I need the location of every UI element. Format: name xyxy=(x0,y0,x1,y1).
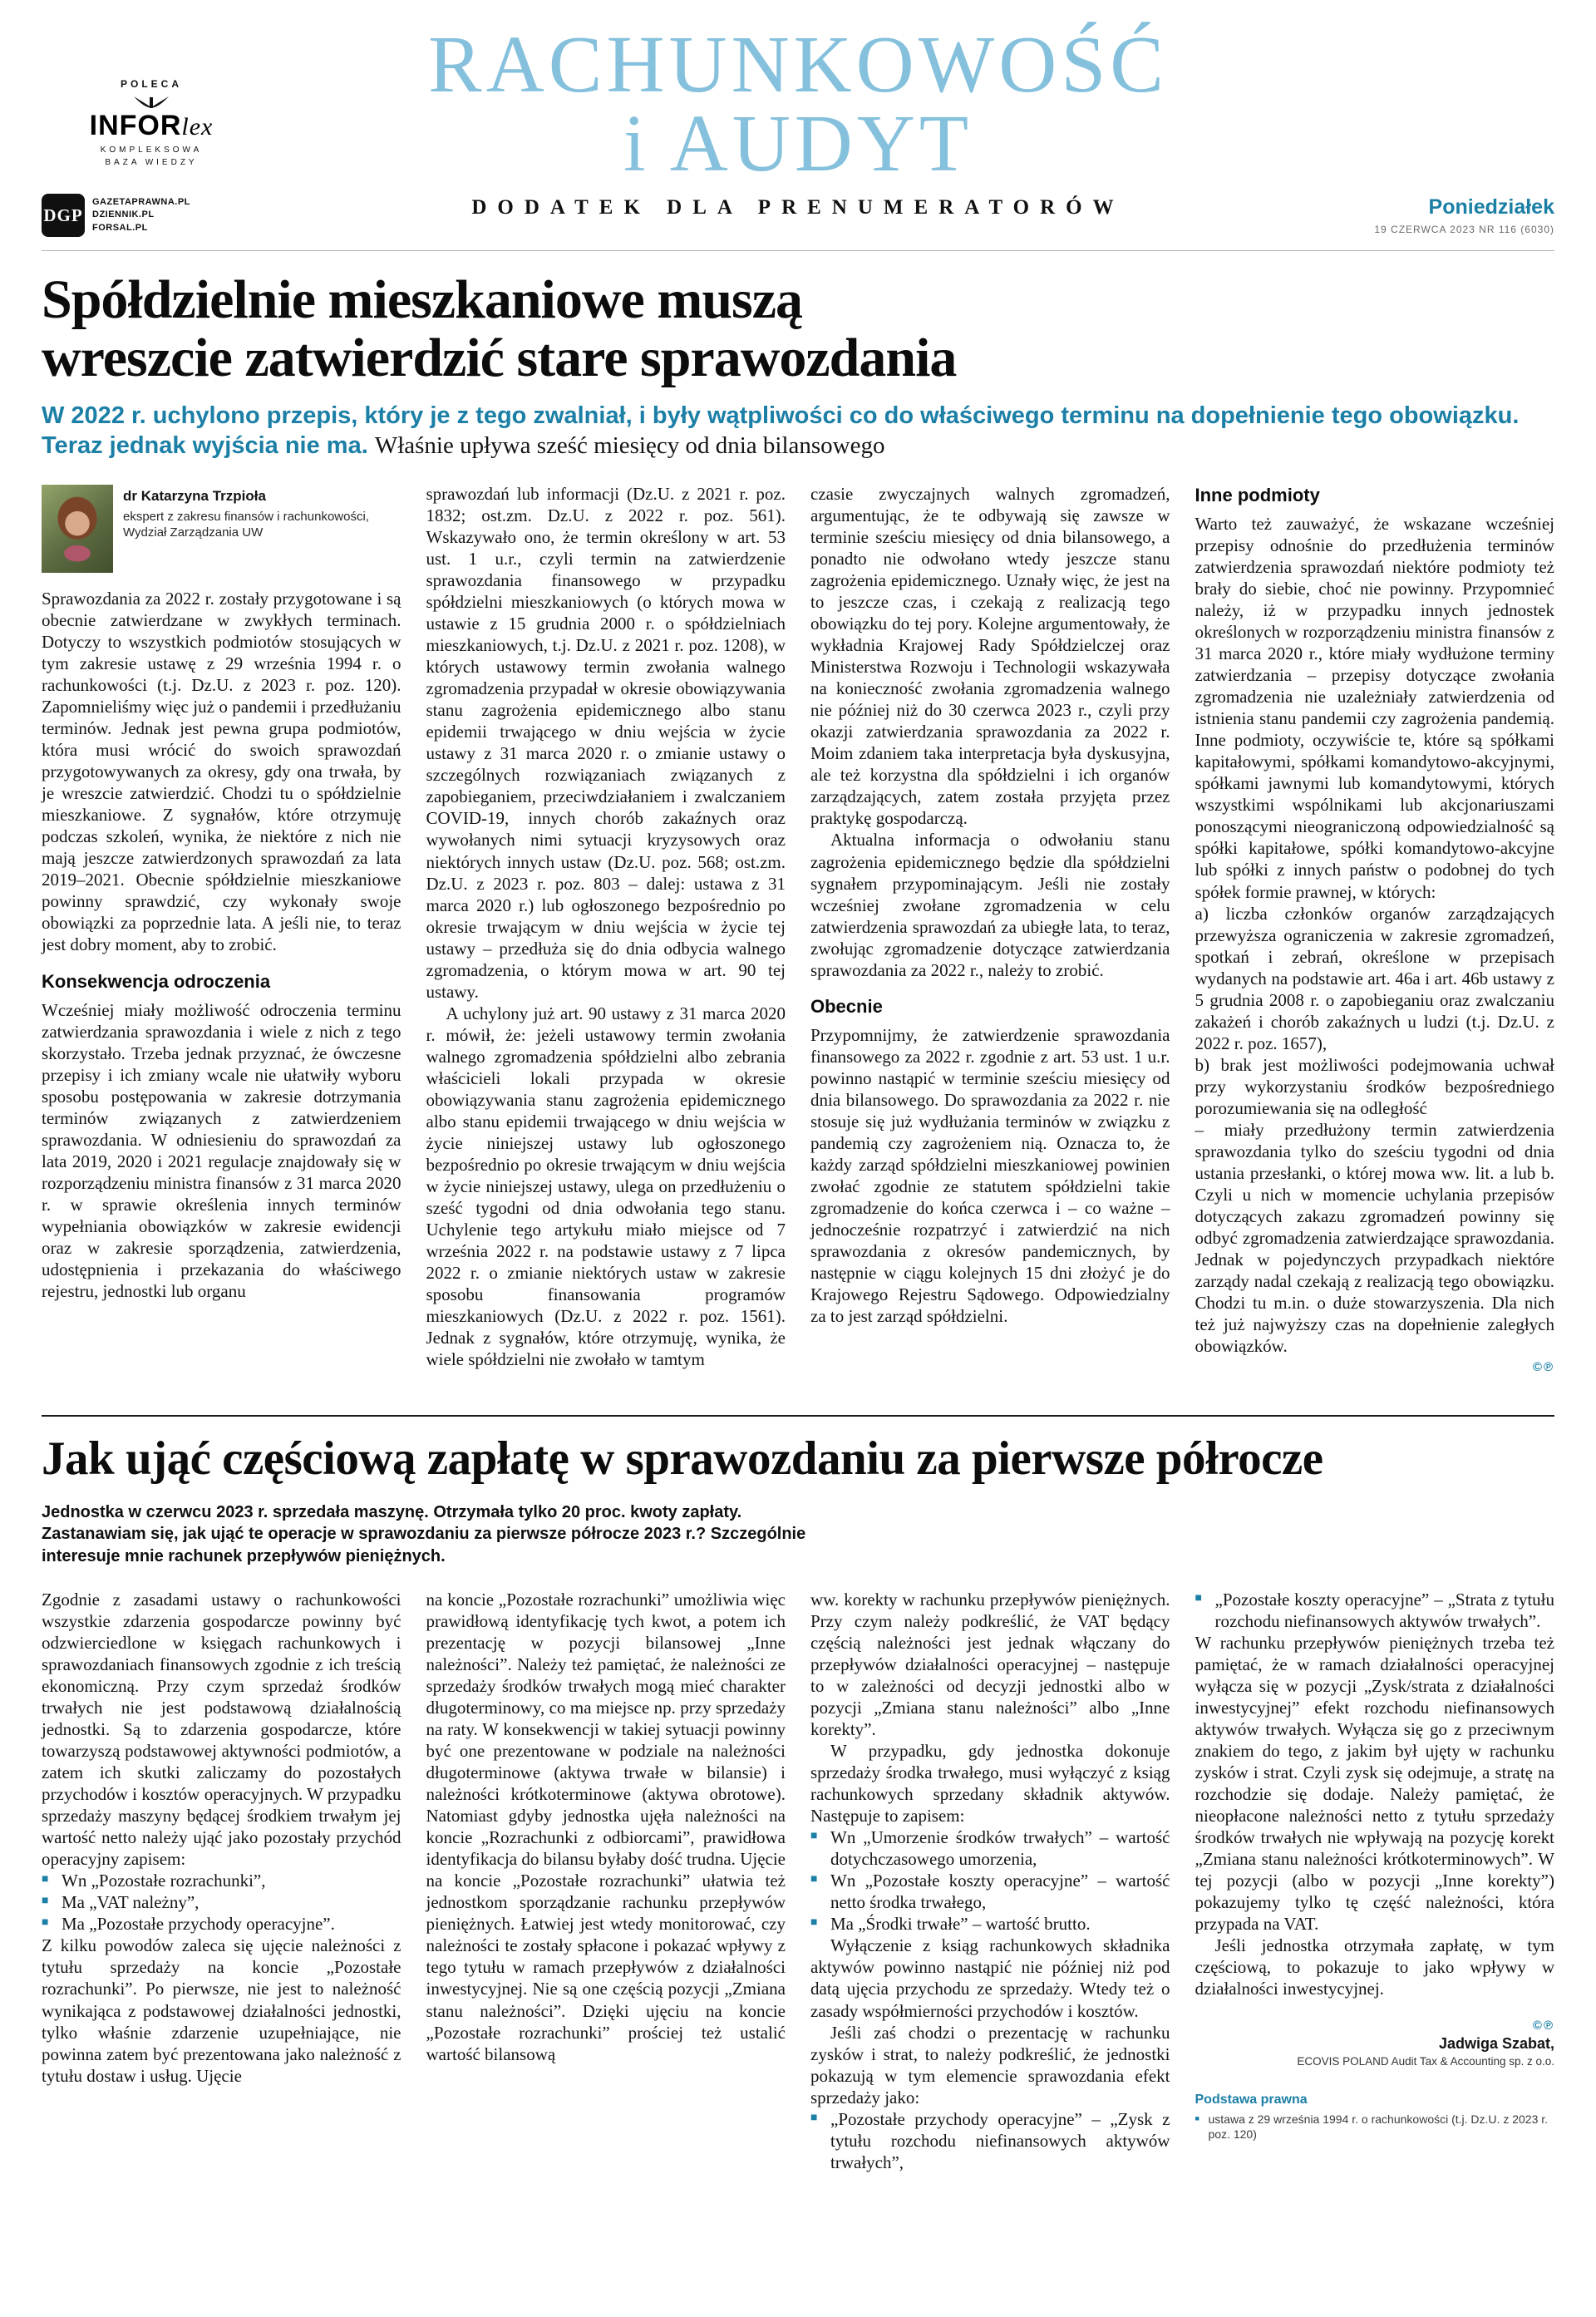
author-description: ekspert z zakresu finansów i rachunkowości, Wydział Zarządzania UW xyxy=(123,509,369,540)
infor-tagline xyxy=(85,144,218,169)
body-paragraph: Zgodnie z zasadami ustawy o rachunkowości wszystkie zdarzenia gospodarcze powinny być odzwierciedlone w księgach rachunkowych i sprawozdaniach finansowych zgodnie z ich treścią ekonomiczną. Przy czym sprzedaż środków trwałych nie jest podstawową działalnością jednostki. Są to zdarzenia gospodarcze, które towarzyszą podstawowej aktywności podmiotów, a zatem ich skutki zaliczamy do pozostałych przychodów i kosztów operacyjnych. W przypadku sprzedaży maszyny będącej środkiem trwałym jej wartość netto należy ująć jako pozostały przychód operacyjny zapisem: xyxy=(42,1589,401,1870)
masthead-date-block xyxy=(1305,23,1554,237)
publication-title-line2: i AUDYT xyxy=(623,99,973,189)
article1-columns xyxy=(42,483,1554,1388)
bullet-item: ■ Ma „Pozostałe przychody operacyjne”. xyxy=(42,1914,335,1935)
issue-date-line: 19 CZERWCA 2023 NR 116 (6030) xyxy=(1374,224,1554,235)
column-subhead: Konsekwencja odroczenia xyxy=(42,970,271,992)
article1-lead-highlight: W 2022 r. uchylono przepis, który je z tego zwalniał, i były wątpliwości co do właściwego terminu na dopełnienie tego obowiązku. Teraz jednak wyjścia nie ma. xyxy=(42,402,1520,460)
article-1 xyxy=(42,271,1554,1388)
dgp-logo-block xyxy=(42,194,291,237)
body-paragraph: sprawozdań lub informacji (Dz.U. z 2021 r. poz. 1832; ost.zm. Dz.U. z 2022 r. poz. 561). Wskazywało ono, że termin określony w art. 53 ust. 1 u.r., czyli termin na zatwierdzenie sprawozdania finansowego w przypadku spółdzielni mieszkaniowych (o których mowa w ustawie z 15 grudnia 2000 r. o spółdzielniach mieszkaniowych, t.j. Dz.U. z 2021 r. poz. 1208), w których ustawowy termin zwołania walnego zgromadzenia przypadał w okresie obowiązywania stanu zagrożenia epidemicznego albo stanu epidemii trwającego w dniu wejścia w życie ustawy z 31 marca 2020 r. o zmianie ustawy o szczególnych rozwiązaniach związanych z zapobieganiem, przeciwdziałaniem i zwalczaniem COVID-19, innych chorób zakaźnych oraz wywołanych nimi sytuacji kryzysowych oraz niektórych innych ustaw (Dz.U. poz. 568; ost.zm. Dz.U. z 2023 r. poz. 803 – dalej: ustawa z 31 marca 2020 r.) lub ogłoszonego bezpośrednio po okresie trwającym w dniu wejścia w życie tej ustawy – przedłuża się do dnia odbycia walnego zgromadzenia, o którym mowa w art. 90 tej ustawy. xyxy=(426,483,786,1002)
bullet-item: ■ Wn „Pozostałe rozrachunki”, xyxy=(42,1871,266,1891)
bullet-item: ■ Wn „Umorzenie środków trwałych” – wartość dotychczasowego umorzenia, xyxy=(810,1827,1170,1870)
body-paragraph: na koncie „Pozostałe rozrachunki” umożliwia więc prawidłową identyfikację tych kwot, a potem ich prezentację w pozycji bilansowej „Inne należności”. Należy też pamiętać, że należności ze sprzedaży środków trwałych mogą mieć charakter długoterminowy, co ma miejsce np. przy sprzedaży na raty. W konsekwencji w takiej sytuacji powinny być one prezentowane w podziale na należności długoterminowe (aktywa trwałe w bilansie) i należności krótkoterminowe (aktywa obrotowe). Natomiast gdyby jednostka ujęła należności na koncie „Rozrachunki z odbiorcami”, prawidłowa identyfikacja do bilansu byłaby dość trudna. Ujęcie na koncie „Pozostałe rozrachunki” ułatwia też jednostkom sporządzanie rachunku przepływów pieniężnych. Łatwiej jest wtedy monitorować, czy należności te zostały spłacone i pokazać wpływy z tego tytułu w ramach przepływów z działalności inwestycyjnej. Nie są one częścią pozycji „Zmiana stanu należności”. Dzięki ujęciu na koncie „Pozostałe rozrachunki” prościej też ustalić wartość bilansową xyxy=(426,1589,786,2064)
article2-column-3 xyxy=(810,1589,1170,2173)
article2-author-signature xyxy=(1195,2019,1555,2068)
dgp-logo: DGP xyxy=(42,194,85,237)
body-paragraph: Jeśli zaś chodzi o prezentację w rachunku zysków i strat, to należy podkreślić, że jednostki pokazują w tym elemencie sprawozdania efekt sprzedaży jako: xyxy=(810,2022,1170,2107)
body-paragraph: a) liczba członków organów zarządzających przewyższa ograniczenia w zakresie zgromadzeń, spotkań i zebrań, określone w przepisach wydanych na podstawie art. 46a i art. 46b ustawy z 5 grudnia 2008 r. o zapobieganiu oraz zwalczaniu zakażeń i chorób zakaźnych u ludzi (t.j. Dz.U. z 2022 r. poz. 1657), xyxy=(1195,903,1554,1053)
dgp-site-forsal: FORSAL.PL xyxy=(92,222,148,233)
dgp-sites-list xyxy=(92,196,190,234)
article1-column-1-text xyxy=(42,588,401,1302)
bullet-square-icon: ■ xyxy=(42,1916,49,1930)
copyright-mark: ©℗ xyxy=(1532,2018,1554,2033)
article2-columns xyxy=(42,1589,1554,2173)
infor-logo xyxy=(85,111,218,140)
weekday-label: Poniedziałek xyxy=(1428,195,1554,219)
publication-subtitle: DODATEK DLA PRENUMERATORÓW xyxy=(471,196,1125,219)
bullet-item: ■ Ma „Środki trwałe” – wartość brutto. xyxy=(810,1914,1091,1935)
bullet-square-icon: ■ xyxy=(810,1873,818,1886)
article2-author-organization: ECOVIS POLAND Audit Tax & Accounting sp. z o.o. xyxy=(1297,2054,1554,2068)
article1-lead xyxy=(42,401,1554,461)
bullet-item: ■ „Pozostałe przychody operacyjne” – „Zysk z tytułu rozchodu niefinansowych aktywów trwałych”, xyxy=(810,2108,1170,2172)
copyright-symbols: ©℗ xyxy=(1532,1360,1554,1375)
poleca-label: POLECA xyxy=(120,78,182,90)
body-paragraph: Jeśli jednostka otrzymała zapłatę, w tym częściową, to pokazuje to jako wpływy w działalności inwestycyjnej. xyxy=(1195,1935,1554,1999)
bullet-square-icon: ■ xyxy=(810,1916,818,1930)
article1-headline-line1: Spółdzielnie mieszkaniowe muszą xyxy=(42,269,803,330)
article1-author-box xyxy=(42,485,401,573)
body-paragraph: Wcześniej miały możliwość odroczenia terminu zatwierdzania sprawozdania i wiele z nich z tego skorzystało. Trzeba jednak przyznać, że ówczesne przepisy i ich zmiany wcale nie ułatwiły wyboru sposobu postępowania w zakresie dotrzymania terminów związanych z zatwierdzeniem sprawozdania. W odniesieniu do sprawozdań za lata 2019, 2020 i 2021 regulacje znajdowały się w rozporządzeniu ministra finansów z 31 marca 2020 r. w sprawie określenia innych terminów wypełniania obowiązków w zakresie ewidencji oraz w zakresie sporządzenia, zatwierdzenia, udostępnienia i przekazania do właściwego rejestru, jednostki lub organu xyxy=(42,999,401,1301)
dgp-site-dziennik: DZIENNIK.PL xyxy=(92,210,155,220)
infor-tagline-line1: KOMPLEKSOWA xyxy=(100,145,203,155)
legal-basis-item-text: ustawa z 29 września 1994 r. o rachunkowości (t.j. Dz.U. z 2023 r. poz. 120) xyxy=(1208,2112,1549,2142)
body-paragraph: Wyłączenie z ksiąg rachunkowych składnika aktywów powinno nastąpić nie później niż pod datą ujęcia przychodu ze sprzedaży. Wtedy też o zasady współmierności przychodów i kosztów. xyxy=(810,1935,1170,2021)
body-paragraph: Przypomnijmy, że zatwierdzenie sprawozdania finansowego za 2022 r. zgodnie z art. 53 ust. 1 u.r. powinno nastąpić w terminie sześciu miesięcy od dnia bilansowego. Do sprawozdania za 2022 r. nie stosuje się już wydłużania terminów w związku z pandemią czy zagrożeniem nią. Oznacza to, że każdy zarząd spółdzielni mieszkaniowej powinien zwołać zgodnie ze statutem spółdzielni takie zgromadzenie do końca czerwca i – co ważne – jednocześnie rozpatrzyć i zatwierdzić na nich sprawozdania z okresów pandemicznych, by następnie w ciągu kolejnych 15 dni złożyć je do Krajowego Rejestru Sądowego. Odpowiedzialny za to jest zarząd spółdzielni. xyxy=(810,1024,1170,1327)
infor-brand-suffix: lex xyxy=(181,113,214,140)
article2-column-2 xyxy=(426,1589,786,2173)
body-paragraph: W przypadku, gdy jednostka dokonuje sprzedaży środka trwałego, musi wyłączyć z ksiąg rachunkowych sprzedany składnik aktywów. Następuje to zapisem: xyxy=(810,1741,1170,1826)
masthead-title-block xyxy=(291,20,1305,237)
body-paragraph: Sprawozdania za 2022 r. zostały przygotowane i są obecnie zatwierdzane w zwykłych terminach. Dotyczy to wszystkich podmiotów stosujących w tym zakresie ustawę z 29 września 1994 r. o rachunkowości (t.j. Dz.U. z 2023 r. poz. 120). Zapomnieliśmy więc już o pandemii i przedłużaniu terminów. Jednak jest pewna grupa podmiotów, która musi wrócić do swoich sprawozdań przygotowywanych za okresy, gdy ona trwała, by je wreszcie zatwierdzić. Chodzi tu o spółdzielnie mieszkaniowe. Z sygnałów, które otrzymuję podczas szkoleń, wynika, że niektóre z nich nie mają jeszcze zatwierdzonych sprawozdań za lata 2019–2021. Obecnie spółdzielnie mieszkaniowe powinny sprawdzić, czy wykonały swoje obowiązki za poprzednie lata. A jeśli nie, to teraz jest dobry moment, aby to zrobić. xyxy=(42,588,401,955)
author-info xyxy=(123,485,401,573)
author-photo xyxy=(42,485,113,573)
article1-headline xyxy=(42,271,1554,387)
body-paragraph: b) brak jest możliwości podejmowania uchwał przy wykorzystaniu środków bezpośredniego porozumiewania się na odległość xyxy=(1195,1054,1554,1118)
masthead-left-block xyxy=(42,23,291,237)
column-subhead: Inne podmioty xyxy=(1195,484,1320,505)
dgp-site-gazetaprawna: GAZETAPRAWNA.PL xyxy=(92,196,190,207)
bullet-square-icon: ■ xyxy=(42,1873,49,1886)
bullet-item: ■ Wn „Pozostałe koszty operacyjne” – wartość netto środka trwałego, xyxy=(810,1871,1170,1913)
article2-headline: Jak ująć częściową zapłatę w sprawozdaniu za pierwsze półrocze xyxy=(42,1432,1323,1486)
infor-brand-text: INFOR xyxy=(89,110,182,141)
article2-column-1 xyxy=(42,1589,401,2173)
body-paragraph: W rachunku przepływów pieniężnych trzeba też pamiętać, że w ramach działalności operacyjnej wyłącza się w pozycji „Zysk/strata z działalności inwestycyjnej” efekt rozchodu niefinansowych aktywów trwałych. Wyłącza się go z przeciwnym znakiem do tego, z jakim był ujęty w rachunku zysków i strat. Czyli zysk się odejmuje, a stratę na rozchodzie się dodaje. Należy pamiętać, że nieopłacone należności netto z tytułu sprzedaży środków trwałych nie wpływają na pozycję korekt „Zmiana stanu należności krótkoterminowych”. W tej pozycji (albo w pozycji „Inne korekty”) pokazujemy tylko tę część należności, która przypada na VAT. xyxy=(1195,1632,1554,1935)
article1-headline-line2: wreszcie zatwierdzić stare sprawozdania xyxy=(42,327,957,388)
body-paragraph: – miały przedłużony termin zatwierdzenia sprawozdania tylko do sześciu tygodni od dnia ustania przesłanki, o której mowa ww. lit. a lub b. Czyli u nich w momencie uchylania przepisów dotyczących zakazu zgromadzeń powinny się odbyć zgromadzenia zatwierdzające sprawozdania. Jednak w pojedynczych przypadkach niektóre zarządy nadal czekają z realizacją tego obowiązku. Chodzi tu m.in. o duże stowarzyszenia. Dla nich też już najwyższy czas na dopełnienie zaległych obowiązków. xyxy=(1195,1119,1554,1357)
body-paragraph: A uchylony już art. 90 ustawy z 31 marca 2020 r. mówił, że: jeżeli ustawowy termin zwołania walnego zgromadzenia spółdzielni albo zebrania właścicieli lokali przypada w okresie obowiązywania stanu zagrożenia epidemicznego albo stanu epidemii trwającego w dniu wejścia w życie niniejszej ustawy lub ogłoszonego bezpośrednio po okresie trwającym w dniu wejścia w życie niniejszej ustawy, ulega on przedłużeniu o sześć tygodni od dnia odwołania tego stanu. Uchylenie tego artykułu miało miejsce od 7 września 2022 r. na podstawie ustawy z 7 lipca 2022 r. o zmianie niektórych ustaw w zakresie sposobu finansowania programów mieszkaniowych (Dz.U. z 2022 r. poz. 1561). Jednak z sygnałów, które otrzymuję, wynika, że wiele spółdzielni nie zwołało w tamtym xyxy=(426,1003,786,1370)
legal-basis-item xyxy=(1195,2112,1555,2143)
article1-column-2 xyxy=(426,483,786,1388)
bullet-square-icon: ■ xyxy=(810,1830,818,1843)
article-2 xyxy=(42,1415,1554,2173)
bullet-square-icon: ■ xyxy=(810,2111,818,2124)
body-paragraph: Z kilku powodów zaleca się ujęcie należności z tytułu sprzedaży na koncie „Pozostałe rozrachunki”. Po pierwsze, nie jest to należność wynikająca z podstawowej działalności jednostki, tylko właśnie zdarzenie uzupełniające, nie powinna zatem być prezentowana jako należność z tytułu dostaw i usług. Ujęcie xyxy=(42,1935,401,2086)
copyright-mark xyxy=(1195,1360,1555,1375)
article2-lead: Jednostka w czerwcu 2023 r. sprzedała maszynę. Otrzymała tylko 20 proc. kwoty zapłaty. Zastanawiam się, jak ująć te operacje w sprawozdaniu za pierwsze półrocze 2023 r.? Szczególnie interesuje mnie rachunek przepływów pieniężnych. xyxy=(42,1502,806,1565)
bullet-item: ■ Ma „VAT należny”, xyxy=(42,1892,200,1913)
article1-lead-plain: Właśnie upływa sześć miesięcy od dnia bilansowego xyxy=(374,432,885,460)
bullet-square-icon: ■ xyxy=(1195,1591,1202,1605)
article1-column-1 xyxy=(42,483,401,1388)
bullet-square-icon: ■ xyxy=(42,1895,49,1908)
author-name: dr Katarzyna Trzpioła xyxy=(123,487,266,504)
bullet-item: ■ „Pozostałe koszty operacyjne” – „Strata z tytułu rozchodu niefinansowych aktywów trwałych”. xyxy=(1195,1589,1554,1631)
legal-basis-box xyxy=(1195,2093,1555,2143)
masthead xyxy=(42,20,1554,251)
infor-logo-block xyxy=(85,78,218,169)
publication-title-line1: RACHUNKOWOŚĆ xyxy=(428,20,1168,109)
body-paragraph: Aktualna informacja o odwołaniu stanu zagrożenia epidemicznego będzie dla spółdzielni sygnałem przypominającym. Jeśli nie zostały wcześniej zwołane zgromadzenia w celu zatwierdzenia sprawozdań za ubiegłe lata, to teraz, zwołując zgromadzenie dotyczące zatwierdzania sprawozdania za 2022 r., należy to zrobić. xyxy=(810,830,1170,980)
article2-author-name: Jadwiga Szabat, xyxy=(1438,2034,1554,2052)
bullet-square-icon: ■ xyxy=(1195,2113,1199,2122)
body-paragraph: Warto też zauważyć, że wskazane wcześniej przepisy odnośnie do przedłużenia terminów zatwierdzenia sprawozdań niektóre podmioty też brały do siebie, choć nie powinny. Przypomnieć należy, iż w przypadku innych jednostek określonych w rozporządzeniu ministra finansów z 31 marca 2020 r., które miały wydłużone terminy zatwierdzania – przepisy dotyczące zwołania zgromadzenia nie uzależniały zatwierdzenia od istnienia stanu pandemii czy zagrożenia pandemią. Inne podmioty, oczywiście te, które są spółkami kapitałowymi, spółkami komandytowo-akcyjnymi, spółkami jawnymi lub komandytowymi, których wszystkimi wspólnikami lub akcjonariuszami ponoszącymi nieograniczoną odpowiedzialność są spółki kapitałowe, spółki komandytowo-akcyjne lub spółki z innych państw o podobnej do tych spółek formie prawnej, w których: xyxy=(1195,513,1554,902)
legal-basis-title: Podstawa prawna xyxy=(1195,2092,1308,2107)
infor-tagline-line2: BAZA WIEDZY xyxy=(105,158,198,167)
article2-column-4 xyxy=(1195,1589,1555,2173)
body-paragraph: czasie zwyczajnych walnych zgromadzeń, argumentując, że te odbywają się zawsze w terminie sześciu miesięcy od dnia bilansowego, a ponadto nie odwołano wtedy jeszcze stanu zagrożenia epidemicznego. Uznały więc, że jest na to jeszcze czas, i czekają z realizacją tego obowiązku do tej pory. Kolejne argumentowały, że wykładnia Krajowej Rady Spółdzielczej oraz Ministerstwa Rozwoju i Technologii wskazywała na konieczność zwołania zgromadzenia walnego nie później niż do 30 czerwca 2023 r., czyli przy okazji zatwierdzania sprawozdania za 2022 r. Moim zdaniem taka interpretacja była dyskusyjna, ale też korzystna dla spółdzielni i ich organów zarządzających, zatem została przyjęta przez praktykę gospodarczą. xyxy=(810,483,1170,829)
column-subhead: Obecnie xyxy=(810,995,883,1017)
article1-column-4 xyxy=(1195,483,1555,1388)
article2-column-4-text xyxy=(1195,1589,1555,2000)
infor-eagle-icon xyxy=(132,95,170,110)
article1-column-3 xyxy=(810,483,1170,1388)
body-paragraph: ww. korekty w rachunku przepływów pieniężnych. Przy czym należy podkreślić, że VAT będący częścią należności jest jednak włączany do przepływów działalności operacyjnej – następuje to w zależności od decyzji jednostki albo w pozycji „Zmiana stanu należności” albo „Inne korekty”. xyxy=(810,1589,1170,1740)
